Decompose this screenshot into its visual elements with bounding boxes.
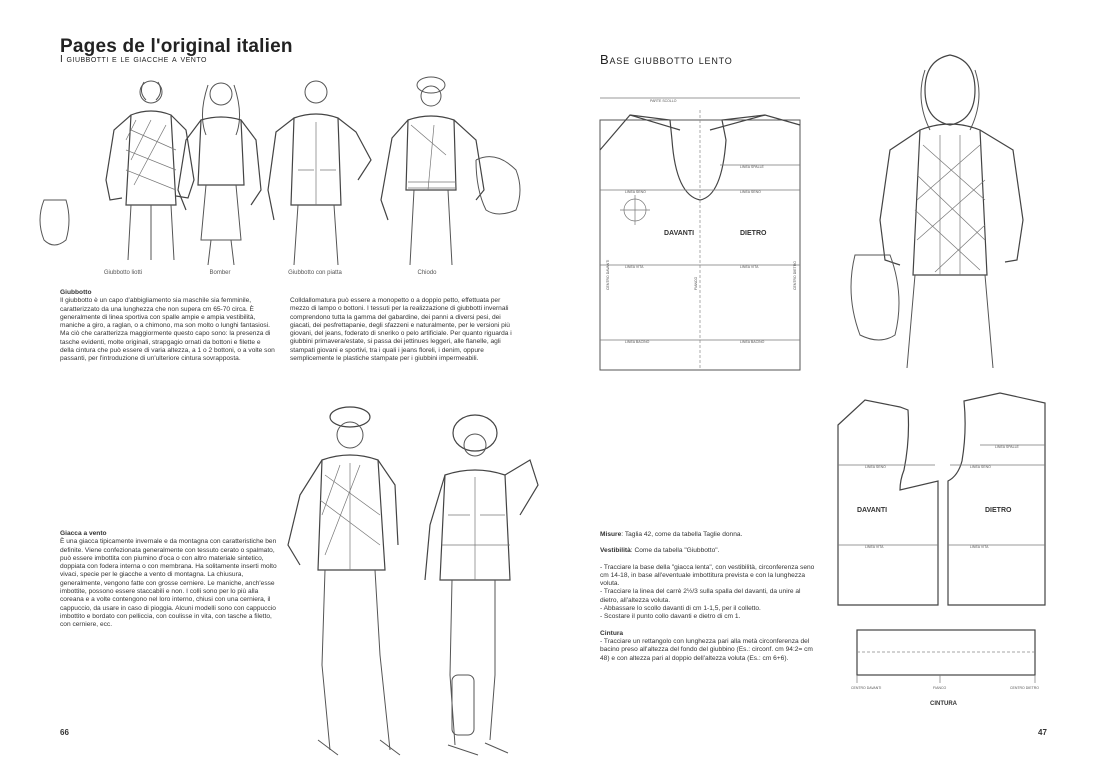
caption-2: Bomber bbox=[209, 270, 231, 276]
page-title: Pages de l'original italien bbox=[60, 36, 293, 57]
vest-label: Vestibilità bbox=[600, 547, 631, 555]
misure-line: Misure: Taglia 42, come da tabella Taglie donna. bbox=[600, 531, 743, 538]
label-centro-dietro: CENTRO DIETRO bbox=[793, 261, 797, 290]
figure-giubbotto bbox=[40, 81, 194, 260]
giubbotto-text-1: Il giubbotto è un capo d'abbigliamento sia maschile sia femminile, caratterizzato da una lunghezza che non supera cm 65-70 circa. È generalmente di linea sportiva con spalle ampie e ampia vestibilità, maniche a giro, a raglan, o a chimono, ma son molto o lunghi fantasiosi. Ma ciò che caratterizza maggiormente questo capo sono: la presenza di tasche evidenti, molte originali, strapgagio ornati da bottoni e filette e della cintura che può essere di varia altezza, a 1 o 2 bottoni, o a volte son passanti, per l'introduzione di un'ulteriore cintura sovrapposta. bbox=[60, 297, 275, 363]
giubbotto-col1 bbox=[60, 289, 275, 364]
label-vita-2b: LINEA VITA bbox=[970, 545, 989, 549]
measures-block bbox=[600, 531, 820, 663]
label-fianco: FIANCO bbox=[694, 276, 698, 290]
giubbotto-col2: Colldallomatura può essere a monopetto o a doppio petto, effettuata per mezzo di lampo o bottoni. I tessuti per la realizzazione di giubbotti invernali comprendono tutta la gamma del gabardine, dei panni a diversi pesi, dei giacati, dei pesfrettapanie, degli sfazzeni e naturalmente, per le versioni più giovani, del jeans, foderato di sneriko o pelo artificiale. Per quanto riguarda i giubbini primavera/estate, si passa dei jettinues leggeri, alle flanelle, agli stampati giovani e sportivi, tra i quali i jeans floreli, i denim, oppure semplicemente le plastiche stampate per i giubbini impermeabili. bbox=[290, 297, 512, 363]
label-vita: LINEA VITA bbox=[625, 265, 644, 269]
belt-heading: Cintura bbox=[600, 629, 624, 637]
label-davanti: DAVANTI bbox=[664, 230, 695, 237]
pattern-title: Base giubbotto lento bbox=[600, 52, 733, 67]
figure-man-windbreaker bbox=[288, 407, 400, 755]
pattern-draft-modified bbox=[830, 385, 1055, 610]
label-seno: LINEA SENO bbox=[625, 190, 646, 194]
caption-3: Giubbotto con piatta bbox=[288, 270, 342, 276]
label-vita-2: LINEA VITA bbox=[865, 545, 884, 549]
bullet-1: - Tracciare la base della "giacca lenta", con vestibilità, circonferenza seno cm 14-18, in base all'eventuale imbottitura prevista e con la lunghezza voluta. bbox=[600, 563, 815, 588]
vest-text: Come da tabella "Giubbotto". bbox=[634, 547, 720, 555]
label-centro-davanti: CENTRO DAVANTI bbox=[606, 259, 610, 290]
misure-label: Misure bbox=[600, 531, 622, 538]
belt-mark-3: CENTRO DIETRO bbox=[1010, 686, 1039, 690]
belt-mark-1: CENTRO DAVANTI bbox=[851, 686, 882, 690]
belt-pattern bbox=[845, 625, 1045, 715]
label-dietro-2: DIETRO bbox=[985, 507, 1012, 514]
belt-text: - Tracciare un rettangolo con lunghezza pari alla metà circonferenza del bacino preso all'altezza del fondo del giubbino (Es.: circonf. cm 94:2= cm 48) e con altezza pari al doppio dell'altezza voluta (Es.: cm 6+6). bbox=[600, 637, 813, 662]
label-seno-back: LINEA SENO bbox=[740, 190, 761, 194]
giubbotto-heading: Giubbotto bbox=[60, 289, 92, 296]
label-bacino: LINEA BACINO bbox=[625, 340, 650, 344]
misure-text: Taglia 42, come da tabella Taglie donna. bbox=[624, 531, 743, 538]
label-spalle: LINEA SPALLE bbox=[740, 165, 764, 169]
giacca-vento-heading: Giacca a vento bbox=[60, 530, 107, 537]
figure-woman-windbreaker bbox=[425, 415, 538, 755]
label-vita-back: LINEA VITA bbox=[740, 265, 759, 269]
bullet-2: - Tracciare la linea del carrè 2½/3 sulla spalla del davanti, da unire al dietro, all'altezza voluta. bbox=[600, 588, 801, 604]
pattern-draft-main bbox=[590, 90, 820, 380]
label-bacino-back: LINEA BACINO bbox=[740, 340, 765, 344]
page-number-right: 47 bbox=[1038, 728, 1047, 737]
label-davanti-2: DAVANTI bbox=[857, 507, 888, 514]
belt-label: CINTURA bbox=[930, 701, 957, 707]
figure-piatta bbox=[268, 81, 371, 265]
page-subtitle: I giubbotti e le giacche a vento bbox=[60, 54, 207, 65]
jacket-figures-illustration bbox=[36, 70, 556, 270]
label-seno-2: LINEA SENO bbox=[865, 465, 886, 469]
belt-mark-2: FIANCO bbox=[933, 686, 947, 690]
label-seno-2b: LINEA SENO bbox=[970, 465, 991, 469]
giacca-vento-block bbox=[60, 530, 280, 630]
label-spalle-2: LINEA SPALLE bbox=[995, 445, 1019, 449]
bullet-3: - Abbassare lo scollo davanti di cm 1-1,5, per il colletto. bbox=[600, 605, 761, 613]
winter-jacket-illustration bbox=[280, 405, 550, 760]
page-number-left: 66 bbox=[60, 728, 69, 737]
vest-line: Vestibilità: Come da tabella "Giubbotto". bbox=[600, 547, 720, 555]
caption-4: Chiodo bbox=[417, 270, 437, 276]
figure-chiodo bbox=[381, 77, 520, 265]
label-dietro: DIETRO bbox=[740, 230, 767, 237]
bullet-4: - Scostare il punto collo davanti e dietro di cm 1. bbox=[600, 613, 741, 621]
figure-bomber bbox=[178, 83, 261, 265]
label-scollo: PARTE SCOLLO bbox=[650, 99, 677, 103]
model-illustration bbox=[845, 50, 1055, 370]
caption-1: Giubbotto liotti bbox=[103, 270, 143, 276]
giacca-vento-text: È una giacca tipicamente invernale e da montagna con caratteristiche ben definite. Viene confezionata generalmente con tessuto cerato o spalmato, può essere imbottita con piumino d'oca o con altro materiale sintetico, doppiata con fodera interna o con membrana. Ha solitamente inserti molto vivaci, specie per le giacche a vento di montagna. La chiusura, generalmente, vengono fatte con grosse cerniere. Le maniche, anch'esse imbottite, possono essere staccabili e non. I colli sono per lo più alla coreana e a volte contengono nel loro interno, chiusi con una cerniera, il cappuccio, da usare in caso di pioggia. Alcuni modelli sono con cappuccio imbottito e bordato con pelliccia, con coulisse in vita, con tasche a filetto, con cerniere, ecc. bbox=[60, 538, 277, 629]
